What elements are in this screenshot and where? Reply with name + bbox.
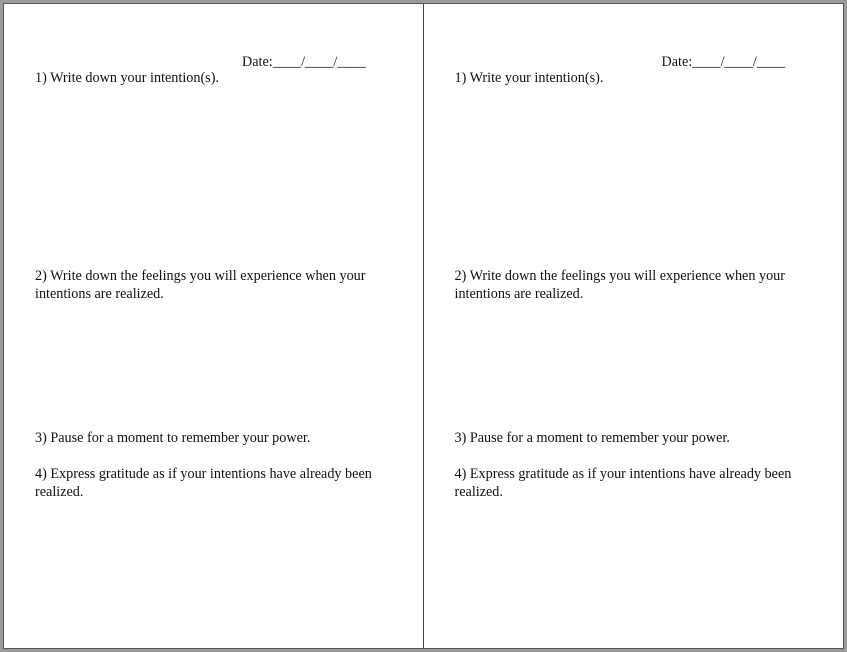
question-3: 3) Pause for a moment to remember your power.	[454, 430, 730, 446]
question-2: 2) Write down the feelings you will experience when your intentions are realized.	[454, 268, 786, 302]
question-3: 3) Pause for a moment to remember your power.	[35, 430, 311, 446]
question-4: 4) Express gratitude as if your intentions have already been realized.	[454, 466, 792, 500]
question-1: 1) Write down your intention(s).	[35, 70, 219, 86]
date-line: Date:____/____/____	[661, 54, 786, 70]
left-page	[4, 4, 424, 648]
date-line: Date:____/____/____	[242, 54, 366, 70]
right-page	[424, 4, 844, 648]
document-sheet	[3, 3, 844, 649]
question-1: 1) Write your intention(s).	[454, 70, 604, 86]
question-4: 4) Express gratitude as if your intentions have already been realized.	[35, 466, 372, 500]
question-2: 2) Write down the feelings you will experience when your intentions are realized.	[35, 268, 366, 302]
